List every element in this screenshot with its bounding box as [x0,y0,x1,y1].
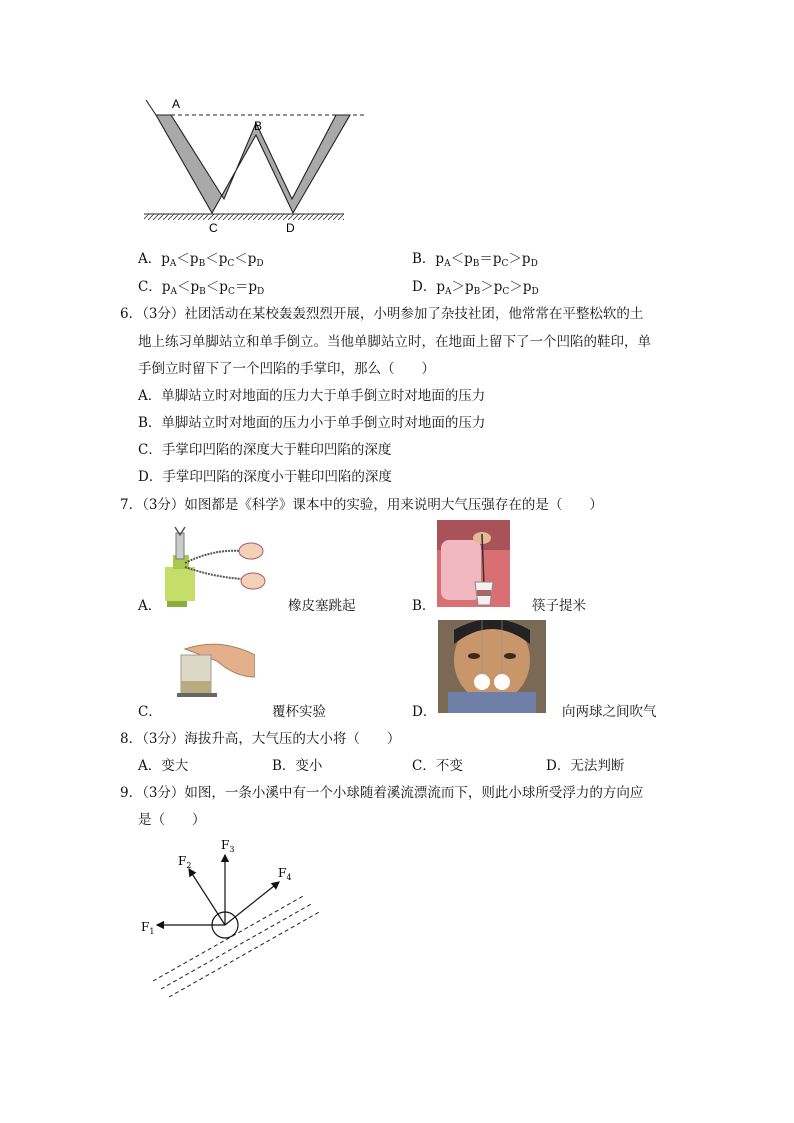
force-f4-arrow [225,882,279,925]
label-d: D [286,221,295,235]
force-f2-arrow [189,869,225,925]
q9-stem-line1: 9．（3分）如图，一条小溪中有一个小球随着溪流漂流而下，则此小球所受浮力的方向应 [120,785,644,801]
q6-option-a[interactable]: A．单脚站立时对地面的压力大于单手倒立时对地面的压力 [138,388,486,404]
q7-image-blow-between-balls [438,620,546,713]
q6-stem-line1: 6．（3分）社团活动在某校轰轰烈烈开展，小明参加了杂技社团，他常常在平整松软的土 [120,306,644,322]
ground-hatch [144,214,344,220]
q7-image-rubber-stopper [163,521,267,607]
q7-option-c-letter[interactable]: C． [138,704,162,720]
q7-stem: 7．（3分）如图都是《科学》课本中的实验，用来说明大气压强存在的是（ ） [120,497,603,513]
q9-stem-line2: 是（ ） [138,812,206,828]
q7-image-chopsticks-rice [437,520,510,607]
q7-option-d-caption: 向两球之间吹气 [562,704,657,720]
q5-option-a[interactable]: A．$p_A<p_B<p_C<p_D$ [138,251,264,269]
label-a: A [172,97,181,111]
label-c: C [209,221,218,235]
q5-option-d[interactable]: D．$p_A>p_B>p_C>p_D$ [412,279,539,297]
q8-option-d[interactable]: D．无法判断 [546,758,625,774]
q8-option-c[interactable]: C．不变 [412,758,463,774]
q5-w-vessel-figure [138,95,378,240]
w-tube [156,115,350,213]
force-f1-label: $F_1$ [141,920,155,936]
force-f2-label: $F_2$ [178,854,192,870]
q8-option-b[interactable]: B．变小 [272,758,323,774]
q6-stem-line2: 地上练习单脚站立和单手倒立。当他单脚站立时，在地面上留下了一个凹陷的鞋印，单 [138,334,651,350]
force-f4-label: $F_4$ [278,866,292,882]
q7-image-inverted-cup [165,637,255,705]
q8-stem: 8．（3分）海拔升高，大气压的大小将（ ） [120,731,401,747]
q5-option-c[interactable]: C．$p_A<p_B<p_C=p_D$ [138,279,265,297]
q8-option-a[interactable]: A．变大 [138,758,189,774]
q6-option-c[interactable]: C．手掌印凹陷的深度大于鞋印凹陷的深度 [138,442,392,458]
force-f3-label: $F_3$ [221,838,235,854]
q7-option-b-letter[interactable]: B． [412,598,436,614]
label-b: B [254,119,263,133]
q6-option-d[interactable]: D．手掌印凹陷的深度小于鞋印凹陷的深度 [138,469,392,485]
q7-option-a-caption: 橡皮塞跳起 [288,598,356,614]
q7-option-b-caption: 筷子提米 [532,598,586,614]
q6-stem-line3: 手倒立时留下了一个凹陷的手掌印，那么（ ） [138,361,435,377]
q5-option-b[interactable]: B．$p_A<p_B=p_C>p_D$ [412,251,538,269]
q9-force-diagram [135,835,335,1005]
q7-option-c-caption: 覆杯实验 [272,704,326,720]
q7-option-a-letter[interactable]: A． [138,598,162,614]
q6-option-b[interactable]: B．单脚站立时对地面的压力小于单手倒立时对地面的压力 [138,415,486,431]
q7-option-d-letter[interactable]: D． [412,704,437,720]
